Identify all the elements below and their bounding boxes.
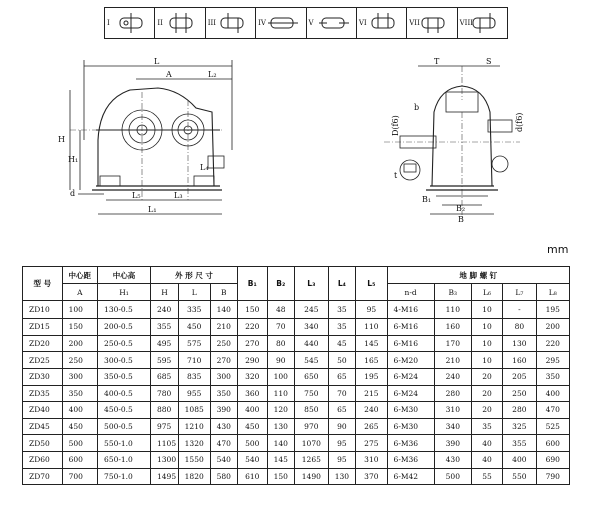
table-cell: 580 [210, 468, 238, 485]
table-cell: 100 [267, 368, 295, 385]
table-cell: 195 [356, 368, 387, 385]
table-cell: ZD70 [23, 468, 63, 485]
table-cell: 110 [356, 318, 387, 335]
table-cell: 390 [210, 402, 238, 419]
table-cell: 110 [434, 301, 471, 318]
subheader-L7: L₇ [503, 284, 536, 301]
table-cell: ZD30 [23, 368, 63, 385]
table-cell: 145 [267, 451, 295, 468]
dim-T: T [434, 57, 440, 66]
dim-B: B [458, 215, 464, 224]
table-cell: 70 [267, 318, 295, 335]
table-cell: 220 [238, 318, 267, 335]
table-cell: 500 [62, 435, 97, 452]
subheader-L: L [178, 284, 210, 301]
table-cell: 310 [434, 402, 471, 419]
table-cell: 350-0.5 [98, 368, 151, 385]
table-cell: - [503, 301, 536, 318]
table-cell: 55 [471, 468, 502, 485]
table-cell: 120 [267, 402, 295, 419]
table-cell: 40 [471, 435, 502, 452]
mount-type-iii-icon [218, 12, 248, 34]
table-cell: 140 [210, 301, 238, 318]
table-cell: 90 [328, 418, 356, 435]
table-cell: 220 [536, 335, 569, 352]
table-cell: 430 [434, 451, 471, 468]
table-cell: 240 [151, 301, 179, 318]
dim-b: b [414, 103, 420, 112]
dim-H: H [58, 135, 65, 144]
mount-type-iii: III [206, 8, 256, 38]
dim-B1: B₁ [422, 195, 432, 204]
table-cell: 550 [503, 468, 536, 485]
table-cell: 360 [238, 385, 267, 402]
table-cell: 6-M30 [387, 402, 434, 419]
mount-type-iv: IV [256, 8, 306, 38]
table-cell: 595 [151, 352, 179, 369]
table-cell: ZD45 [23, 418, 63, 435]
table-cell: 95 [328, 435, 356, 452]
table-cell: 540 [238, 451, 267, 468]
dim-L: L [154, 57, 160, 66]
table-cell: 1300 [151, 451, 179, 468]
table-cell: 65 [328, 402, 356, 419]
dim-L1: L₁ [148, 205, 157, 214]
header-L3: L₃ [295, 267, 329, 301]
table-cell: 250-0.5 [98, 335, 151, 352]
table-cell: 130-0.5 [98, 301, 151, 318]
mount-type-vii: VII [407, 8, 457, 38]
table-cell: 1265 [295, 451, 329, 468]
front-view-drawing [70, 60, 232, 214]
mount-type-iv-icon [268, 12, 298, 34]
table-cell: 280 [503, 402, 536, 419]
table-cell: 6-M36 [387, 451, 434, 468]
dim-D-f6: D(f6) [391, 115, 400, 136]
gearbox-drawings [0, 40, 604, 240]
table-cell: 320 [238, 368, 267, 385]
mount-type-v: V [307, 8, 357, 38]
table-cell: 400 [503, 451, 536, 468]
dim-t: t [394, 171, 398, 180]
dim-S: S [486, 57, 492, 66]
table-row [23, 451, 570, 468]
table-cell: 6-M24 [387, 385, 434, 402]
table-cell: 525 [536, 418, 569, 435]
table-cell: 200 [536, 318, 569, 335]
table-row [23, 301, 570, 318]
subheader-L6: L₆ [471, 284, 502, 301]
dim-L5: L₅ [132, 191, 141, 200]
table-cell: 295 [536, 352, 569, 369]
table-row [23, 335, 570, 352]
table-cell: 450-0.5 [98, 402, 151, 419]
dim-H1: H₁ [68, 155, 79, 164]
table-cell: 80 [503, 318, 536, 335]
table-cell: 195 [536, 301, 569, 318]
table-cell: 205 [503, 368, 536, 385]
table-cell: 340 [434, 418, 471, 435]
table-cell: 200-0.5 [98, 318, 151, 335]
table-cell: 1490 [295, 468, 329, 485]
table-cell: 310 [356, 451, 387, 468]
table-cell: 4-M16 [387, 301, 434, 318]
table-cell: 540 [210, 451, 238, 468]
table-cell: 1105 [151, 435, 179, 452]
table-row [23, 418, 570, 435]
table-cell: 750 [295, 385, 329, 402]
table-cell: 10 [471, 335, 502, 352]
table-row [23, 318, 570, 335]
table-cell: 20 [471, 402, 502, 419]
table-cell: ZD10 [23, 301, 63, 318]
table-cell: 170 [434, 335, 471, 352]
table-cell: 700 [62, 468, 97, 485]
spec-table [22, 266, 570, 485]
table-cell: 10 [471, 301, 502, 318]
header-model: 型 号 [23, 267, 63, 301]
table-cell: 350 [62, 385, 97, 402]
side-view-drawing [384, 66, 520, 215]
unit-label: mm [547, 243, 569, 256]
subheader-H1: H₁ [98, 284, 151, 301]
table-row [23, 385, 570, 402]
subheader-B: B [210, 284, 238, 301]
table-cell: 1495 [151, 468, 179, 485]
table-cell: ZD25 [23, 352, 63, 369]
table-cell: 210 [210, 318, 238, 335]
table-cell: 1320 [178, 435, 210, 452]
table-cell: 95 [328, 451, 356, 468]
table-cell: 20 [471, 368, 502, 385]
mount-type-vi: VI [357, 8, 407, 38]
table-cell: 600 [536, 435, 569, 452]
subheader-H: H [151, 284, 179, 301]
table-cell: ZD20 [23, 335, 63, 352]
mount-type-v-icon [319, 12, 349, 34]
table-cell: 160 [503, 352, 536, 369]
table-cell: 545 [295, 352, 329, 369]
table-cell: 290 [238, 352, 267, 369]
table-cell: 275 [356, 435, 387, 452]
table-cell: 450 [178, 318, 210, 335]
table-cell: ZD40 [23, 402, 63, 419]
header-B2: B₂ [267, 267, 295, 301]
table-row [23, 402, 570, 419]
header-L4: L₄ [328, 267, 356, 301]
dim-L3: L₃ [174, 191, 183, 200]
table-cell: 48 [267, 301, 295, 318]
table-cell: 265 [356, 418, 387, 435]
dim-d-f6: d(f6) [515, 112, 524, 132]
table-cell: 955 [178, 385, 210, 402]
spec-table-body [23, 301, 570, 485]
table-cell: 600 [62, 451, 97, 468]
table-cell: 325 [503, 418, 536, 435]
header-B1: B₁ [238, 267, 267, 301]
header-L5: L₅ [356, 267, 387, 301]
table-cell: 690 [536, 451, 569, 468]
table-cell: 40 [471, 451, 502, 468]
table-cell: 650 [295, 368, 329, 385]
dim-A: A [166, 70, 172, 79]
table-cell: 240 [356, 402, 387, 419]
table-cell: 10 [471, 318, 502, 335]
mount-type-ii-icon [167, 12, 197, 34]
dim-B2: B₂ [456, 204, 466, 213]
table-cell: 500-0.5 [98, 418, 151, 435]
table-cell: 140 [267, 435, 295, 452]
side-view-dimension-labels [391, 57, 524, 224]
table-cell: 160 [434, 318, 471, 335]
table-cell: 500 [238, 435, 267, 452]
table-cell: 430 [210, 418, 238, 435]
table-cell: 400 [536, 385, 569, 402]
table-cell: 1085 [178, 402, 210, 419]
dim-L4: L₄ [200, 163, 209, 172]
table-cell: 280 [434, 385, 471, 402]
dim-d: d [70, 189, 76, 198]
table-cell: 50 [328, 352, 356, 369]
table-cell: 1820 [178, 468, 210, 485]
header-outline: 外 形 尺 寸 [151, 267, 238, 284]
table-cell: 6-M24 [387, 368, 434, 385]
table-cell: 110 [267, 385, 295, 402]
table-cell: 70 [328, 385, 356, 402]
table-cell: 270 [238, 335, 267, 352]
table-cell: 1210 [178, 418, 210, 435]
table-cell: 130 [503, 335, 536, 352]
table-cell: 65 [328, 368, 356, 385]
table-cell: 200 [62, 335, 97, 352]
table-cell: ZD35 [23, 385, 63, 402]
table-cell: 150 [267, 468, 295, 485]
table-cell: 1070 [295, 435, 329, 452]
table-cell: 710 [178, 352, 210, 369]
table-cell: 300 [62, 368, 97, 385]
mount-type-i: I [105, 8, 155, 38]
table-cell: 470 [210, 435, 238, 452]
table-cell: 335 [178, 301, 210, 318]
table-cell: 610 [238, 468, 267, 485]
header-center-distance: 中心距 [62, 267, 97, 284]
table-cell: 400 [62, 402, 97, 419]
table-cell: 130 [328, 468, 356, 485]
table-cell: 250 [210, 335, 238, 352]
subheader-n-d: n-d [387, 284, 434, 301]
table-cell: 270 [210, 352, 238, 369]
table-cell: 975 [151, 418, 179, 435]
table-cell: 650-1.0 [98, 451, 151, 468]
table-cell: 6-M36 [387, 435, 434, 452]
table-cell: 390 [434, 435, 471, 452]
table-cell: 90 [267, 352, 295, 369]
table-cell: 300-0.5 [98, 352, 151, 369]
table-cell: 80 [267, 335, 295, 352]
table-cell: 150 [62, 318, 97, 335]
mount-type-i-icon [117, 12, 147, 34]
mount-type-ii: II [155, 8, 205, 38]
table-cell: 6-M30 [387, 418, 434, 435]
table-cell: 440 [295, 335, 329, 352]
mount-type-viii-icon [470, 12, 500, 34]
table-cell: 450 [62, 418, 97, 435]
header-center-height: 中心高 [98, 267, 151, 284]
table-cell: 400-0.5 [98, 385, 151, 402]
table-cell: 880 [151, 402, 179, 419]
subheader-A: A [62, 284, 97, 301]
dim-L2: L₂ [208, 70, 217, 79]
table-cell: 355 [503, 435, 536, 452]
table-cell: 470 [536, 402, 569, 419]
mount-type-vii-icon [419, 12, 449, 34]
table-cell: 685 [151, 368, 179, 385]
table-cell: 970 [295, 418, 329, 435]
table-cell: 250 [503, 385, 536, 402]
table-cell: 400 [238, 402, 267, 419]
table-row [23, 368, 570, 385]
table-cell: 10 [471, 352, 502, 369]
table-cell: 240 [434, 368, 471, 385]
table-cell: 145 [356, 335, 387, 352]
table-cell: 165 [356, 352, 387, 369]
table-cell: 35 [471, 418, 502, 435]
table-cell: 100 [62, 301, 97, 318]
table-cell: ZD15 [23, 318, 63, 335]
table-cell: 35 [328, 301, 356, 318]
table-cell: ZD60 [23, 451, 63, 468]
table-cell: 340 [295, 318, 329, 335]
table-cell: 450 [238, 418, 267, 435]
table-cell: 495 [151, 335, 179, 352]
table-cell: 6-M16 [387, 335, 434, 352]
table-cell: 500 [434, 468, 471, 485]
table-cell: 370 [356, 468, 387, 485]
table-cell: 35 [328, 318, 356, 335]
table-cell: 210 [434, 352, 471, 369]
table-cell: 575 [178, 335, 210, 352]
table-cell: 790 [536, 468, 569, 485]
mount-type-vi-icon [369, 12, 399, 34]
table-cell: 130 [267, 418, 295, 435]
table-cell: 150 [238, 301, 267, 318]
table-cell: 850 [295, 402, 329, 419]
mounting-type-strip [104, 7, 508, 39]
table-cell: 300 [210, 368, 238, 385]
table-header-row [23, 267, 570, 284]
subheader-B3: B₃ [434, 284, 471, 301]
mount-type-viii: VIII [458, 8, 507, 38]
subheader-L8: L₈ [536, 284, 569, 301]
table-cell: 45 [328, 335, 356, 352]
table-cell: 780 [151, 385, 179, 402]
table-cell: 1550 [178, 451, 210, 468]
header-anchor-bolts: 地 脚 螺 钉 [387, 267, 569, 284]
table-cell: 245 [295, 301, 329, 318]
table-cell: 550-1.0 [98, 435, 151, 452]
table-cell: 350 [536, 368, 569, 385]
table-row [23, 435, 570, 452]
table-row [23, 468, 570, 485]
table-cell: 750-1.0 [98, 468, 151, 485]
table-cell: 6-M20 [387, 352, 434, 369]
table-cell: 6-M42 [387, 468, 434, 485]
table-cell: 95 [356, 301, 387, 318]
table-cell: 355 [151, 318, 179, 335]
table-cell: ZD50 [23, 435, 63, 452]
table-cell: 6-M16 [387, 318, 434, 335]
table-cell: 20 [471, 385, 502, 402]
table-cell: 835 [178, 368, 210, 385]
table-cell: 215 [356, 385, 387, 402]
table-cell: 250 [62, 352, 97, 369]
table-cell: 350 [210, 385, 238, 402]
table-row [23, 352, 570, 369]
